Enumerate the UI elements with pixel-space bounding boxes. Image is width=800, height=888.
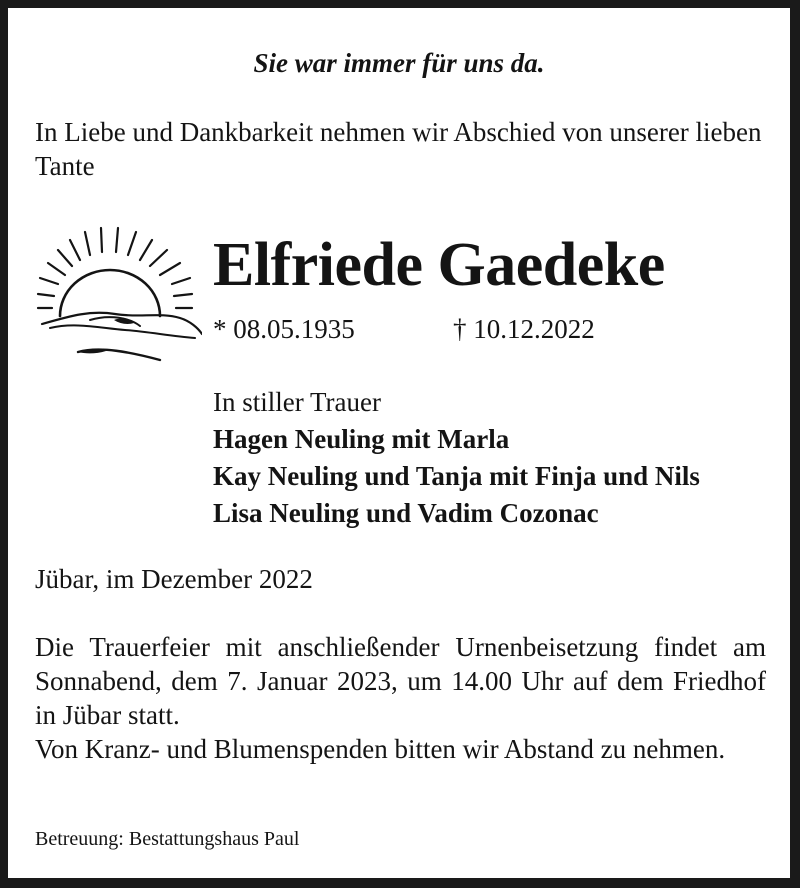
death-date: † 10.12.2022 (453, 314, 595, 344)
place-date: Jübar, im Dezember 2022 (35, 564, 313, 594)
life-dates (213, 312, 595, 346)
obituary-card (8, 8, 790, 878)
deceased-name: Elfriede Gaedeke (213, 231, 665, 299)
mourners-block (213, 384, 700, 532)
mourning-label: In stiller Trauer (213, 387, 381, 417)
mourner-line: Hagen Neuling mit Marla (213, 424, 510, 454)
funeral-info (35, 630, 766, 766)
birth-date: * 08.05.1935 (213, 314, 355, 344)
funeral-text: Die Trauerfeier mit anschließender Urnenbeisetzung findet am Sonnabend, dem 7. Januar 2023, um 14.00 Uhr auf dem Friedhof in Jübar statt. (35, 632, 766, 730)
intro-text: In Liebe und Dankbarkeit nehmen wir Abschied von unserer lieben Tante (35, 117, 762, 181)
motto: Sie war immer für uns da. (253, 48, 545, 78)
mourner-line: Lisa Neuling und Vadim Cozonac (213, 498, 599, 528)
undertaker-credit: Betreuung: Bestattungshaus Paul (35, 828, 300, 850)
flowers-text: Von Kranz- und Blumenspenden bitten wir Abstand zu nehmen. (35, 734, 726, 764)
mourner-line: Kay Neuling und Tanja mit Finja und Nils (213, 461, 700, 491)
sunset-over-hills-icon (30, 218, 202, 368)
